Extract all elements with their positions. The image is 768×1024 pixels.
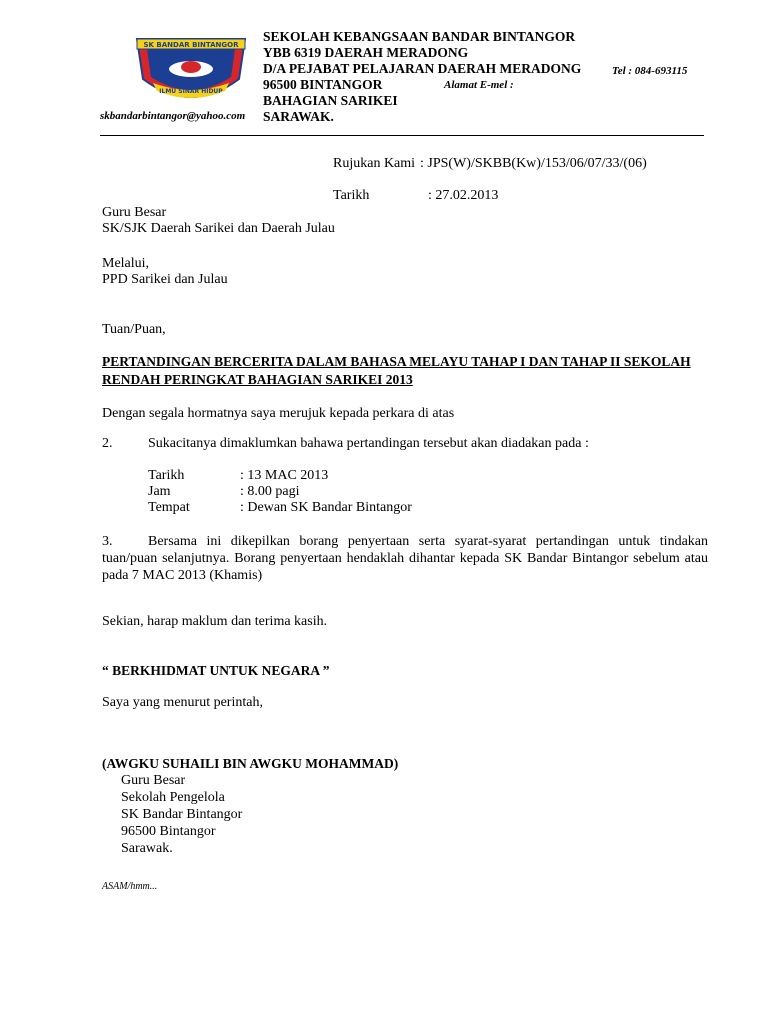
date-value: : 27.02.2013 — [428, 188, 499, 203]
detail-venue-label: Tempat — [148, 500, 190, 515]
closing-line: Sekian, harap maklum dan terima kasih. — [102, 614, 328, 629]
recipient-title: Guru Besar — [102, 205, 167, 220]
detail-time-value: : 8.00 pagi — [240, 484, 300, 499]
address-line-2: YBB 6319 DAERAH MERADONG — [263, 45, 469, 60]
paragraph-3: Bersama ini dikepilkan borang penyertaan serta syarat-syarat pertandingan untuk tindakan tuan/puan selanjutnya. Borang penyertaan hendaklah dihantar kepada SK Bandar Bintangor sebelum atau pada 7 MAC 2013 (Khamis) — [102, 534, 708, 583]
paragraph-3-number: 3. — [102, 534, 113, 549]
signatory-state: Sarawak. — [121, 841, 173, 856]
via-label: Melalui, — [102, 256, 150, 271]
detail-date-value: : 13 MAC 2013 — [240, 468, 329, 483]
header-divider — [100, 135, 704, 136]
signatory-name: (AWGKU SUHAILI BIN AWGKU MOHAMMAD) — [102, 756, 399, 771]
telephone: Tel : 084-693115 — [612, 65, 688, 77]
recipient-schools: SK/SJK Daerah Sarikei dan Daerah Julau — [102, 221, 335, 236]
date-label: Tarikh — [333, 188, 370, 203]
detail-date-label: Tarikh — [148, 468, 185, 483]
motto: “ BERKHIDMAT UNTUK NEGARA ” — [102, 663, 330, 678]
via-office: PPD Sarikei dan Julau — [102, 272, 228, 287]
salutation: Tuan/Puan, — [102, 322, 166, 337]
reference-label: Rujukan Kami — [333, 156, 416, 171]
email-label: Alamat E-mel : — [444, 79, 514, 91]
signatory-school-role: Sekolah Pengelola — [121, 790, 225, 805]
school-logo — [133, 35, 249, 107]
detail-venue-value: : Dewan SK Bandar Bintangor — [240, 500, 412, 515]
address-line-3: D/A PEJABAT PELAJARAN DAERAH MERADONG — [263, 61, 582, 76]
address-line-6: SARAWAK. — [263, 109, 334, 124]
paragraph-2: Sukacitanya dimaklumkan bahawa pertandingan tersebut akan diadakan pada : — [148, 436, 589, 451]
logo-top-text: SK BANDAR BINTANGOR — [143, 41, 239, 49]
paragraph-1: Dengan segala hormatnya saya merujuk kepada perkara di atas — [102, 406, 455, 421]
sign-off: Saya yang menurut perintah, — [102, 695, 263, 710]
detail-time-label: Jam — [148, 484, 171, 499]
signatory-school: SK Bandar Bintangor — [121, 807, 243, 822]
school-name: SEKOLAH KEBANGSAAN BANDAR BINTANGOR — [263, 29, 576, 44]
reference-initials: ASAM/hmm... — [102, 881, 158, 892]
paragraph-2-number: 2. — [102, 436, 113, 451]
signatory-postcode: 96500 Bintangor — [121, 824, 216, 839]
reference-value: : JPS(W)/SKBB(Kw)/153/06/07/33/(06) — [420, 156, 647, 171]
letter-subject: PERTANDINGAN BERCERITA DALAM BAHASA MELAYU TAHAP I DAN TAHAP II SEKOLAH RENDAH PERINGKAT BAHAGIAN SARIKEI 2013 — [102, 354, 691, 387]
address-line-4: 96500 BINTANGOR — [263, 77, 383, 92]
logo-motto: ILMU SINAR HIDUP — [159, 88, 223, 95]
signatory-title: Guru Besar — [121, 773, 186, 788]
email-address: skbandarbintangor@yahoo.com — [100, 110, 246, 122]
address-line-5: BAHAGIAN SARIKEI — [263, 93, 398, 108]
